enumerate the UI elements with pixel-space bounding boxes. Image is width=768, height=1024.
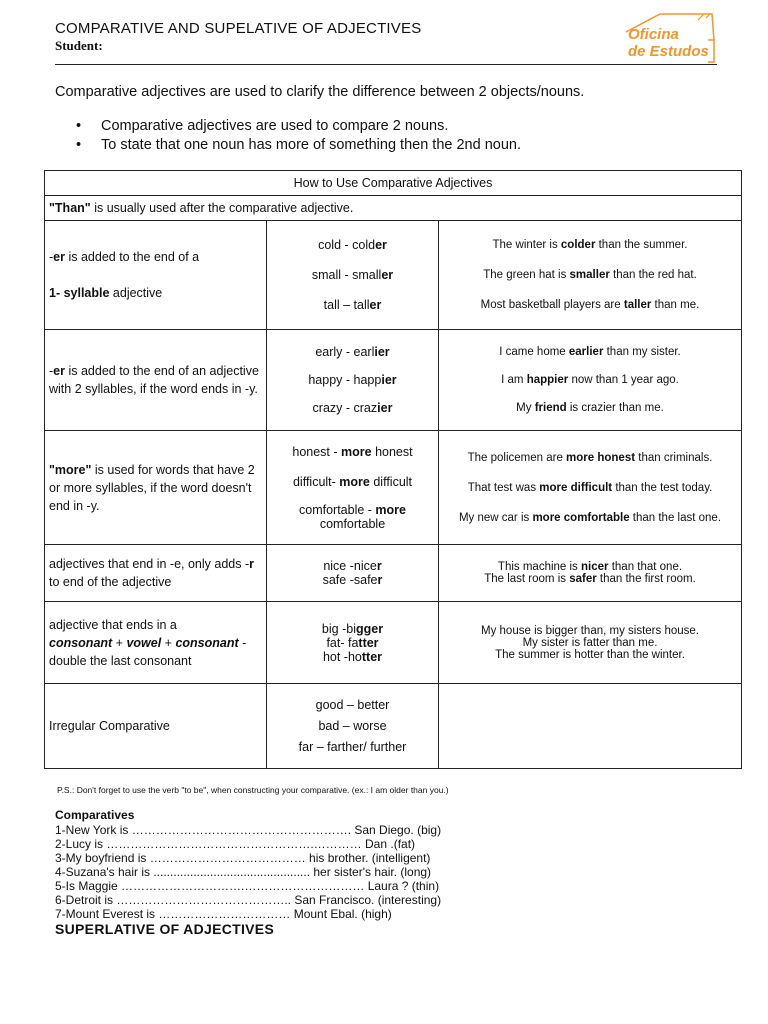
table-heading: How to Use Comparative Adjectives [45, 171, 742, 196]
form-pair: tall – taller [323, 298, 382, 312]
intro-bullets [76, 118, 521, 156]
forms-cell [267, 684, 439, 769]
logo-text-line1: Oficina [628, 26, 679, 43]
form-pair: bad – worse [318, 719, 387, 733]
form-pair: happy - happier [308, 373, 397, 387]
rule-cell: -er is added to the end of an adjective with 2 syllables, if the word ends in -y. [45, 330, 267, 431]
forms-cell [267, 602, 439, 684]
rule-cell: "more" is used for words that have 2 or more syllables, if the word doesn't end in -y. [45, 431, 267, 545]
form-pair: good – better [315, 698, 390, 712]
table-row [45, 221, 742, 330]
comparative-table [44, 170, 742, 769]
rule-cell: adjectives that end in -e, only adds -r to end of the adjective [45, 545, 267, 602]
header-rule [55, 64, 717, 65]
list-item: • To state that one noun has more of something then the 2nd noun. [76, 137, 521, 153]
ps-note: P.S.: Don't forget to use the verb "to be", when constructing your comparative. (ex.: I am older than you.) [57, 785, 449, 795]
example-sentence: I came home earlier than my sister. [499, 346, 681, 358]
table-row [45, 431, 742, 545]
table-row [45, 196, 742, 221]
example-sentence: The last room is safer than the first room. [484, 573, 696, 585]
forms-cell [267, 545, 439, 602]
examples-cell [439, 221, 742, 330]
comparatives-heading: Comparatives [55, 808, 135, 822]
comparatives-exercises [55, 823, 441, 921]
form-pair: safe -safer [322, 573, 383, 587]
list-item: • Comparative adjectives are used to compare 2 nouns. [76, 118, 521, 134]
example-sentence: The green hat is smaller than the red hat. [483, 269, 697, 281]
logo-text-line2: de Estudos [628, 43, 709, 60]
table-row [45, 171, 742, 196]
examples-cell [439, 602, 742, 684]
superlatives-heading: SUPERLATIVE OF ADJECTIVES [55, 921, 275, 937]
form-pair: far – farther/ further [298, 740, 407, 754]
example-sentence: I am happier now than 1 year ago. [501, 374, 679, 386]
example-sentence: The winter is colder than the summer. [492, 239, 688, 251]
exercise-item: 1-New York is ………………………………………………. San Diego. (big) [55, 823, 442, 837]
exercise-item: 5-Is Maggie ………………………….………………………… Laura ? (thin) [55, 879, 440, 893]
form-pair: cold - colder [318, 238, 387, 252]
form-pair: comfortable - more comfortable [299, 502, 406, 531]
page-title: COMPARATIVE AND SUPELATIVE OF ADJECTIVES [55, 20, 422, 37]
form-pair: small - smaller [311, 268, 394, 282]
logo [620, 10, 720, 66]
examples-cell-empty [439, 684, 742, 769]
example-sentence: The summer is hotter than the winter. [495, 648, 685, 661]
example-sentence: This machine is nicer than that one. [497, 561, 683, 573]
exercise-item: 2-Lucy is …………………………………………….………… Dan .(fat) [55, 837, 416, 851]
rule-cell: -er is added to the end of a 1- syllable adjective [45, 221, 267, 330]
exercise-item: 7-Mount Everest is …………………………… Mount Ebal. (high) [55, 907, 392, 921]
example-sentence: The policemen are more honest than criminals. [467, 451, 713, 464]
exercise-item: 3-My boyfriend is ………………………………… his brother. (intelligent) [55, 851, 431, 865]
example-sentence: My friend is crazier than me. [516, 402, 664, 414]
rule-cell: Irregular Comparative [45, 684, 267, 769]
form-pair: nice -nicer [323, 559, 382, 573]
exercise-item: 6-Detroit is …………………………………….. San Francisco. (interesting) [55, 893, 442, 907]
form-pair: hot -hotter [322, 649, 383, 664]
form-pair: early - earlier [315, 345, 390, 359]
table-row [45, 545, 742, 602]
examples-cell [439, 330, 742, 431]
form-pair: fat- fatter [326, 635, 379, 650]
form-pair: difficult- more difficult [292, 474, 413, 489]
forms-cell [267, 221, 439, 330]
forms-cell [267, 431, 439, 545]
example-sentence: Most basketball players are taller than me. [480, 299, 700, 311]
form-pair: crazy - crazier [312, 401, 393, 415]
example-sentence: My sister is fatter than me. [522, 636, 658, 649]
form-pair: big -bigger [321, 621, 384, 636]
table-row [45, 684, 742, 769]
exercise-item: 4-Suzana's hair is ............................................... her sister's hair. (long) [55, 865, 432, 879]
example-sentence: My house is bigger than, my sisters house. [481, 624, 699, 637]
example-sentence: That test was more difficult than the test today. [467, 481, 713, 494]
than-note: "Than" is usually used after the comparative adjective. [45, 196, 742, 221]
forms-cell [267, 330, 439, 431]
rule-cell: adjective that ends in a consonant + vowel + consonant - double the last consonant [45, 602, 267, 684]
examples-cell [439, 431, 742, 545]
example-sentence: My new car is more comfortable than the last one. [458, 511, 722, 524]
table-row [45, 602, 742, 684]
form-pair: honest - more honest [292, 444, 413, 459]
examples-cell [439, 545, 742, 602]
intro-text: Comparative adjectives are used to clarify the difference between 2 objects/nouns. [55, 84, 585, 100]
student-label: Student: [55, 38, 103, 53]
table-row [45, 330, 742, 431]
